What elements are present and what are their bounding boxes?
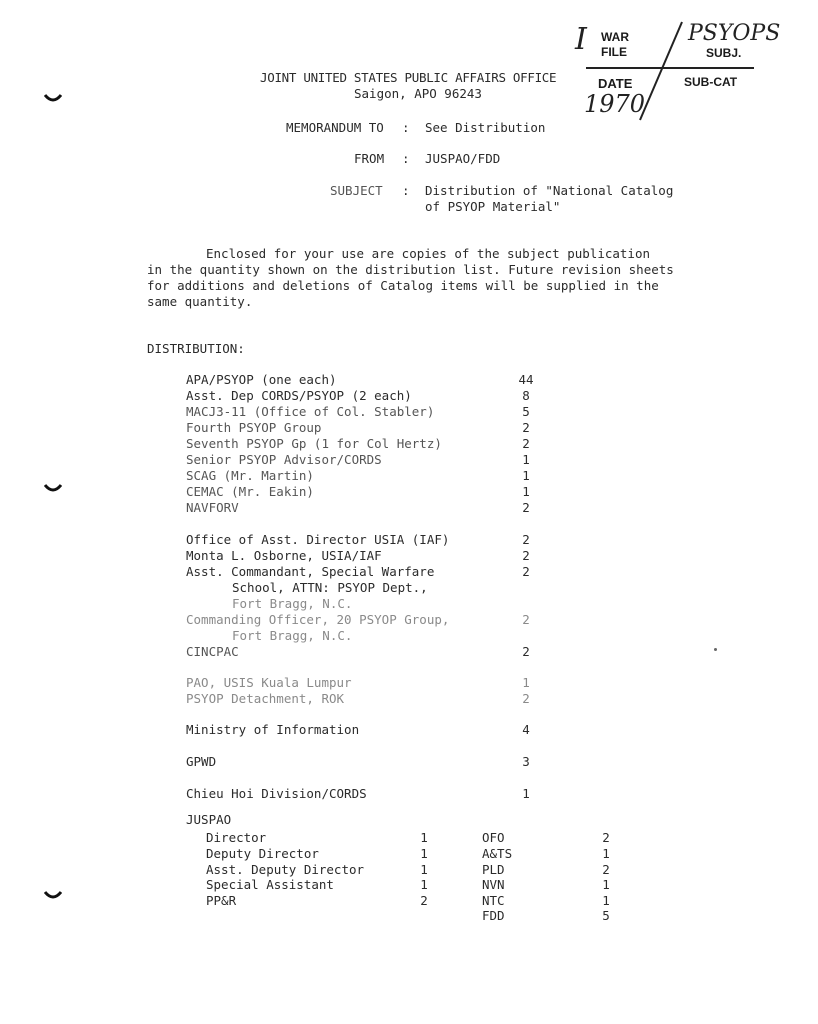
dist-name: School, ATTN: PSYOP Dept.,	[232, 580, 428, 595]
dist-name: Asst. Commandant, Special Warfare	[186, 564, 435, 579]
date-label: DATE	[598, 76, 633, 91]
juspao-qty: 2	[602, 862, 610, 877]
punch-mark-icon	[44, 890, 62, 900]
dist-qty: 8	[522, 388, 530, 403]
dist-name: Commanding Officer, 20 PSYOP Group,	[186, 612, 450, 627]
dist-qty: 2	[522, 691, 530, 706]
juspao-name: Deputy Director	[206, 846, 319, 861]
punch-mark-icon	[44, 483, 62, 493]
body-line-1: Enclosed for your use are copies of the subject publication	[206, 246, 651, 261]
file-label: FILE	[601, 45, 627, 59]
body-line-4: same quantity.	[147, 294, 253, 309]
dist-name: PAO, USIS Kuala Lumpur	[186, 675, 352, 690]
dist-name: NAVFORV	[186, 500, 239, 515]
juspao-qty: 1	[420, 862, 428, 877]
juspao-qty: 1	[602, 877, 610, 892]
dist-qty: 2	[522, 420, 530, 435]
subject-handwritten: PSYOPS	[688, 21, 781, 46]
colon: :	[402, 120, 410, 135]
dist-name: Fort Bragg, N.C.	[232, 628, 353, 643]
colon: :	[402, 151, 410, 166]
juspao-name: PP&R	[206, 893, 237, 908]
body-line-3: for additions and deletions of Catalog items will be supplied in the	[147, 278, 659, 293]
dist-qty: 2	[522, 532, 530, 547]
subject-line-2: of PSYOP Material"	[425, 199, 561, 214]
juspao-name: A&TS	[482, 846, 513, 861]
dist-name: PSYOP Detachment, ROK	[186, 691, 345, 706]
juspao-name: NTC	[482, 893, 505, 908]
date-handwritten: 1970	[584, 90, 646, 118]
from-label: FROM	[354, 151, 385, 166]
juspao-name: OFO	[482, 830, 505, 845]
dist-qty: 4	[522, 722, 530, 737]
dist-name: Asst. Dep CORDS/PSYOP (2 each)	[186, 388, 412, 403]
body-line-2: in the quantity shown on the distribution list. Future revision sheets	[147, 262, 674, 277]
dist-qty: 44	[518, 372, 534, 387]
dist-name: Office of Asst. Director USIA (IAF)	[186, 532, 450, 547]
dist-name: Senior PSYOP Advisor/CORDS	[186, 452, 382, 467]
juspao-title: JUSPAO	[186, 812, 232, 827]
subcat-label: SUB-CAT	[684, 75, 738, 89]
stamp-slash	[636, 20, 686, 122]
juspao-name: Special Assistant	[206, 877, 334, 892]
dist-name: MACJ3-11 (Office of Col. Stabler)	[186, 404, 435, 419]
dist-qty: 2	[522, 564, 530, 579]
subj-label: SUBJ.	[706, 46, 742, 60]
dist-qty: 2	[522, 548, 530, 563]
juspao-name: Asst. Deputy Director	[206, 862, 365, 877]
dist-qty: 1	[522, 468, 530, 483]
juspao-qty: 1	[602, 893, 610, 908]
dist-name: CINCPAC	[186, 644, 239, 659]
dist-qty: 1	[522, 484, 530, 499]
dist-name: Fourth PSYOP Group	[186, 420, 322, 435]
distribution-title: DISTRIBUTION:	[147, 341, 245, 356]
dist-qty: 2	[522, 644, 530, 659]
dist-name: SCAG (Mr. Martin)	[186, 468, 314, 483]
juspao-name: Director	[206, 830, 267, 845]
juspao-qty: 2	[602, 830, 610, 845]
dist-qty: 1	[522, 452, 530, 467]
dist-name: Fort Bragg, N.C.	[232, 596, 353, 611]
juspao-qty: 1	[602, 846, 610, 861]
juspao-qty: 1	[420, 846, 428, 861]
subject-line-1: Distribution of "National Catalog	[425, 183, 674, 198]
war-mark-hand: I	[575, 22, 587, 57]
speck	[714, 648, 717, 651]
dist-qty: 2	[522, 500, 530, 515]
memo-to-label: MEMORANDUM TO	[286, 120, 384, 135]
dist-name: Seventh PSYOP Gp (1 for Col Hertz)	[186, 436, 442, 451]
org-name: JOINT UNITED STATES PUBLIC AFFAIRS OFFICE	[260, 70, 557, 85]
org-location: Saigon, APO 96243	[354, 86, 482, 101]
dist-name: Monta L. Osborne, USIA/IAF	[186, 548, 382, 563]
subject-label: SUBJECT	[330, 183, 383, 198]
dist-name: Ministry of Information	[186, 722, 360, 737]
memo-to-value: See Distribution	[425, 120, 546, 135]
juspao-qty: 1	[420, 877, 428, 892]
juspao-qty: 5	[602, 908, 610, 923]
dist-qty: 5	[522, 404, 530, 419]
dist-name: GPWD	[186, 754, 217, 769]
war-label: WAR	[601, 30, 629, 44]
juspao-qty: 1	[420, 830, 428, 845]
juspao-name: NVN	[482, 877, 505, 892]
dist-name: CEMAC (Mr. Eakin)	[186, 484, 314, 499]
dist-qty: 2	[522, 612, 530, 627]
dist-qty: 2	[522, 436, 530, 451]
dist-qty: 1	[522, 675, 530, 690]
dist-qty: 3	[522, 754, 530, 769]
from-value: JUSPAO/FDD	[425, 151, 501, 166]
dist-name: Chieu Hoi Division/CORDS	[186, 786, 367, 801]
juspao-qty: 2	[420, 893, 428, 908]
juspao-name: FDD	[482, 908, 505, 923]
juspao-name: PLD	[482, 862, 505, 877]
dist-qty: 1	[522, 786, 530, 801]
punch-mark-icon	[44, 93, 62, 103]
colon: :	[402, 183, 410, 198]
dist-name: APA/PSYOP (one each)	[186, 372, 337, 387]
